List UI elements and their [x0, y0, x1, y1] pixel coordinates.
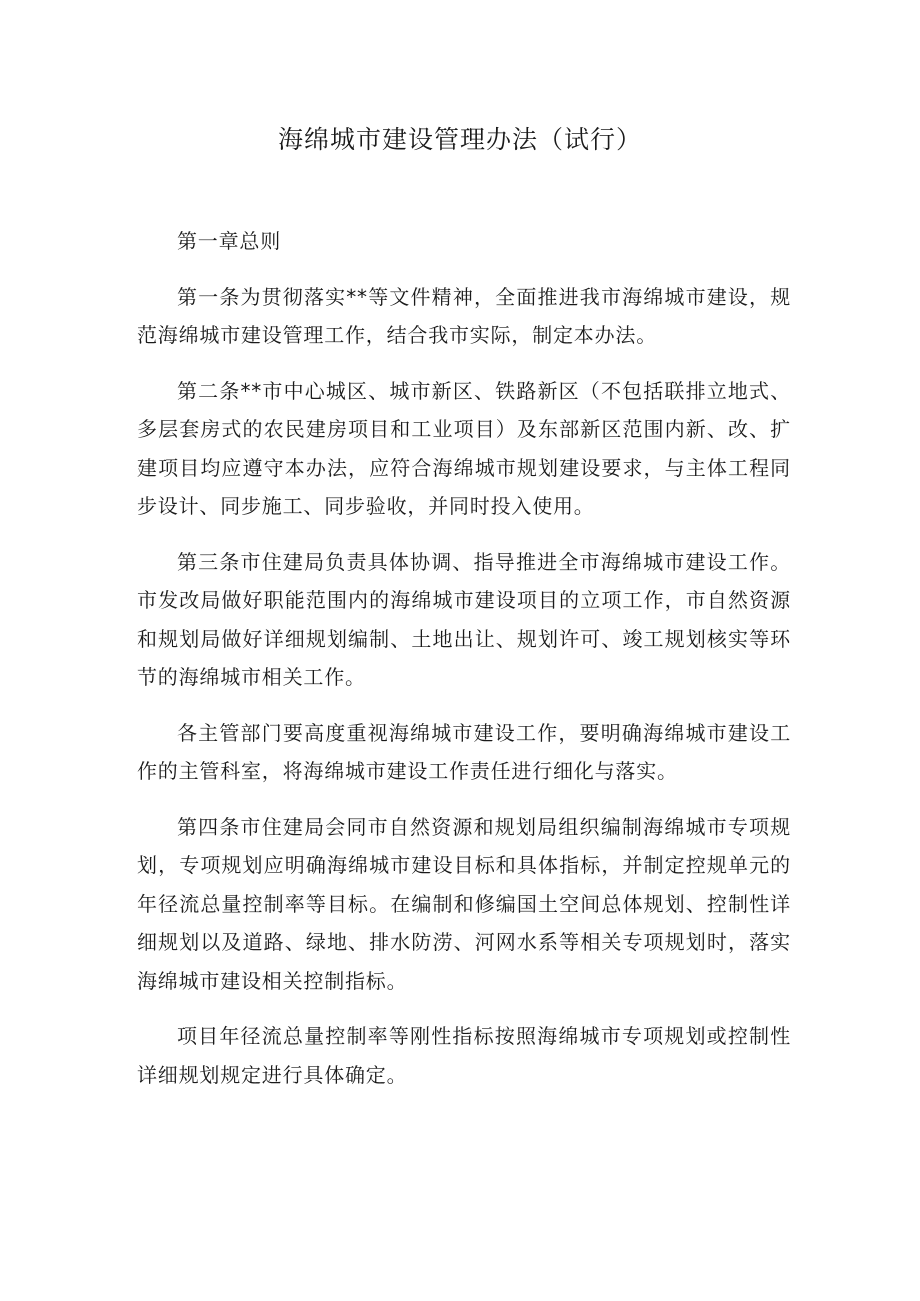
article-2-paragraph: 第二条**市中心城区、城市新区、铁路新区（不包括联排立地式、多层套房式的农民建房项目和工业项目）及东部新区范围内新、改、扩建项目均应遵守本办法，应符合海绵城市规划建设要求，与主体工程同步设计、同步施工、同步验收，并同时投入使用。: [137, 378, 791, 518]
department-duties-paragraph: 各主管部门要高度重视海绵城市建设工作，要明确海绵城市建设工作的主管科室，将海绵城市建设工作责任进行细化与落实。: [137, 720, 791, 783]
chapter-heading: 第一章总则: [177, 229, 281, 253]
runoff-control-paragraph: 项目年径流总量控制率等刚性指标按照海绵城市专项规划或控制性详细规划规定进行具体确定。: [137, 1024, 791, 1087]
article-1-paragraph: 第一条为贯彻落实**等文件精神，全面推进我市海绵城市建设，规范海绵城市建设管理工作，结合我市实际，制定本办法。: [137, 284, 791, 347]
document-body: [137, 222, 791, 1111]
article-3-paragraph: 第三条市住建局负责具体协调、指导推进全市海绵城市建设工作。市发改局做好职能范围内的海绵城市建设项目的立项工作，市自然资源和规划局做好详细规划编制、土地出让、规划许可、竣工规划核实等环节的海绵城市相关工作。: [137, 549, 791, 689]
article-4-paragraph: 第四条市住建局会同市自然资源和规划局组织编制海绵城市专项规划，专项规划应明确海绵城市建设目标和具体指标，并制定控规单元的年径流总量控制率等目标。在编制和修编国土空间总体规划、控制性详细规划以及道路、绿地、排水防涝、河网水系等相关专项规划时，落实海绵城市建设相关控制指标。: [137, 814, 791, 993]
document-title: 海绵城市建设管理办法（试行）: [277, 125, 642, 154]
